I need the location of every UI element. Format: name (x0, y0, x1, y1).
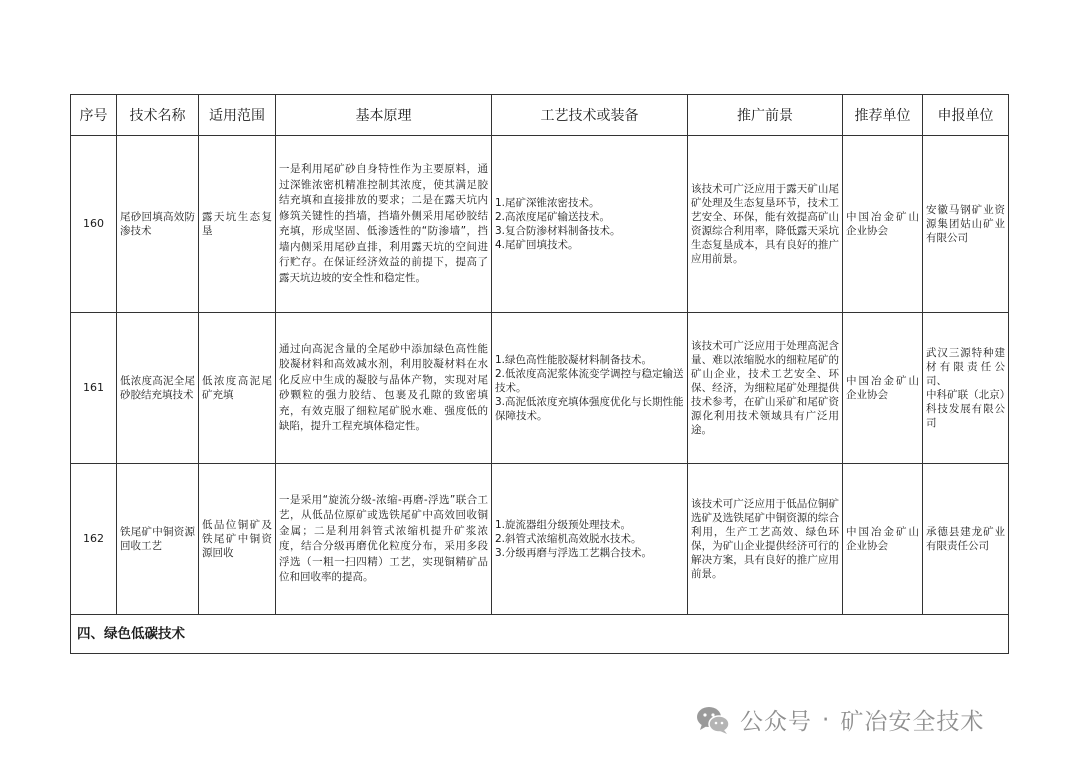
tech-process (492, 464, 688, 615)
tech-principle: 一是采用“旋流分级-浓缩-再磨-浮选”联合工艺，从低品位原矿或选铁尾矿中高效回收铜金属；二是利用斜管式浓缩机提升矿浆浓度，结合分级再磨优化粒度分布，采用多段浮选（一粗一扫四精）工艺，实现铜精矿品位和回收率的提高。 (276, 464, 492, 615)
technology-table (70, 94, 1009, 654)
header-cell: 申报单位 (923, 95, 1009, 136)
process-item: 3.复合防渗材料制备技术。 (495, 225, 621, 237)
tech-principle: 一是利用尾矿砂自身特性作为主要原料，通过深锥浓密机精准控制其浓度，使其满足胶结充填和直接排放的要求；二是在露天坑内修筑关键性的挡墙，挡墙外侧采用尾砂胶结充填，形成坚固、低渗透性的“防渗墙”，挡墙内侧采用尾砂直排，利用露天坑的空间进行贮存。在保证经济效益的前提下，提高了露天坑边坡的安全性和稳定性。 (276, 136, 492, 313)
process-item: 1.尾矿深锥浓密技术。 (495, 197, 600, 209)
tech-process (492, 136, 688, 313)
table-header-row (71, 95, 1009, 136)
header-cell: 技术名称 (117, 95, 199, 136)
applicant-org: 安徽马钢矿业资源集团姑山矿业有限公司 (926, 204, 1005, 244)
watermark-label: 公众号 (740, 709, 812, 735)
process-item: 2.高浓度尾矿输送技术。 (495, 211, 611, 223)
applicant-org: 中科矿联（北京）科技发展有限公司 (926, 389, 1005, 429)
header-cell: 基本原理 (276, 95, 492, 136)
section-row (71, 615, 1009, 654)
table-row (71, 136, 1009, 313)
section-title: 四、绿色低碳技术 (71, 615, 1009, 654)
tech-name: 尾砂回填高效防渗技术 (117, 136, 199, 313)
recommender: 中国冶金矿山企业协会 (843, 313, 923, 464)
tech-name: 低浓度高泥全尾砂胶结充填技术 (117, 313, 199, 464)
applicant-org: 武汉三源特种建材有限责任公司、 (926, 347, 1005, 387)
tech-prospect: 该技术可广泛应用于露天矿山尾矿处理及生态复垦环节，技术工艺安全、环保，能有效提高矿山资源综合利用率，降低露天采坑生态复垦成本，具有良好的推广应用前景。 (688, 136, 843, 313)
tech-prospect: 该技术可广泛应用于处理高泥含量、难以浓缩脱水的细粒尾矿的矿山企业，技术工艺安全、环保、经济，为细粒尾矿处理提供技术参考，在矿山采矿和尾矿资源化利用技术领域具有广泛用途。 (688, 313, 843, 464)
process-item: 3.高泥低浓度充填体强度优化与长期性能保障技术。 (495, 396, 684, 422)
applicant (923, 313, 1009, 464)
header-cell: 工艺技术或装备 (492, 95, 688, 136)
header-cell: 序号 (71, 95, 117, 136)
row-number: 162 (71, 464, 117, 615)
watermark-separator: · (822, 706, 831, 733)
wechat-icon (696, 705, 730, 735)
tech-process (492, 313, 688, 464)
document-page (70, 94, 1008, 654)
tech-scope: 低浓度高泥尾矿充填 (199, 313, 276, 464)
watermark-account: 矿冶安全技术 (840, 709, 985, 735)
watermark (696, 703, 984, 736)
process-item: 1.绿色高性能胶凝材料制备技术。 (495, 354, 653, 366)
process-item: 2.斜管式浓缩机高效脱水技术。 (495, 533, 642, 545)
row-number: 161 (71, 313, 117, 464)
applicant (923, 464, 1009, 615)
table-row (71, 464, 1009, 615)
tech-prospect: 该技术可广泛应用于低品位铜矿选矿及选铁尾矿中铜资源的综合利用，生产工艺高效、绿色环保，为矿山企业提供经济可行的解决方案，具有良好的推广应用前景。 (688, 464, 843, 615)
applicant-org: 承德县建龙矿业有限责任公司 (926, 526, 1005, 552)
applicant (923, 136, 1009, 313)
header-cell: 推广前景 (688, 95, 843, 136)
tech-name: 铁尾矿中铜资源回收工艺 (117, 464, 199, 615)
header-cell: 推荐单位 (843, 95, 923, 136)
tech-scope: 低品位铜矿及铁尾矿中铜资源回收 (199, 464, 276, 615)
process-item: 4.尾矿回填技术。 (495, 239, 579, 251)
tech-scope: 露天坑生态复垦 (199, 136, 276, 313)
process-item: 1.旋流器组分级预处理技术。 (495, 519, 632, 531)
recommender: 中国冶金矿山企业协会 (843, 464, 923, 615)
header-cell: 适用范围 (199, 95, 276, 136)
table-row (71, 313, 1009, 464)
process-item: 3.分级再磨与浮选工艺耦合技术。 (495, 547, 653, 559)
row-number: 160 (71, 136, 117, 313)
recommender: 中国冶金矿山企业协会 (843, 136, 923, 313)
tech-principle: 通过向高泥含量的全尾砂中添加绿色高性能胶凝材料和高效减水剂，利用胶凝材料在水化反应中生成的凝胶与晶体产物，实现对尾砂颗粒的强力胶结、包裹及孔隙的致密填充，有效克服了细粒尾矿脱水难、强度低的缺陷，提升工程充填体稳定性。 (276, 313, 492, 464)
process-item: 2.低浓度高泥浆体流变学调控与稳定输送技术。 (495, 368, 684, 394)
